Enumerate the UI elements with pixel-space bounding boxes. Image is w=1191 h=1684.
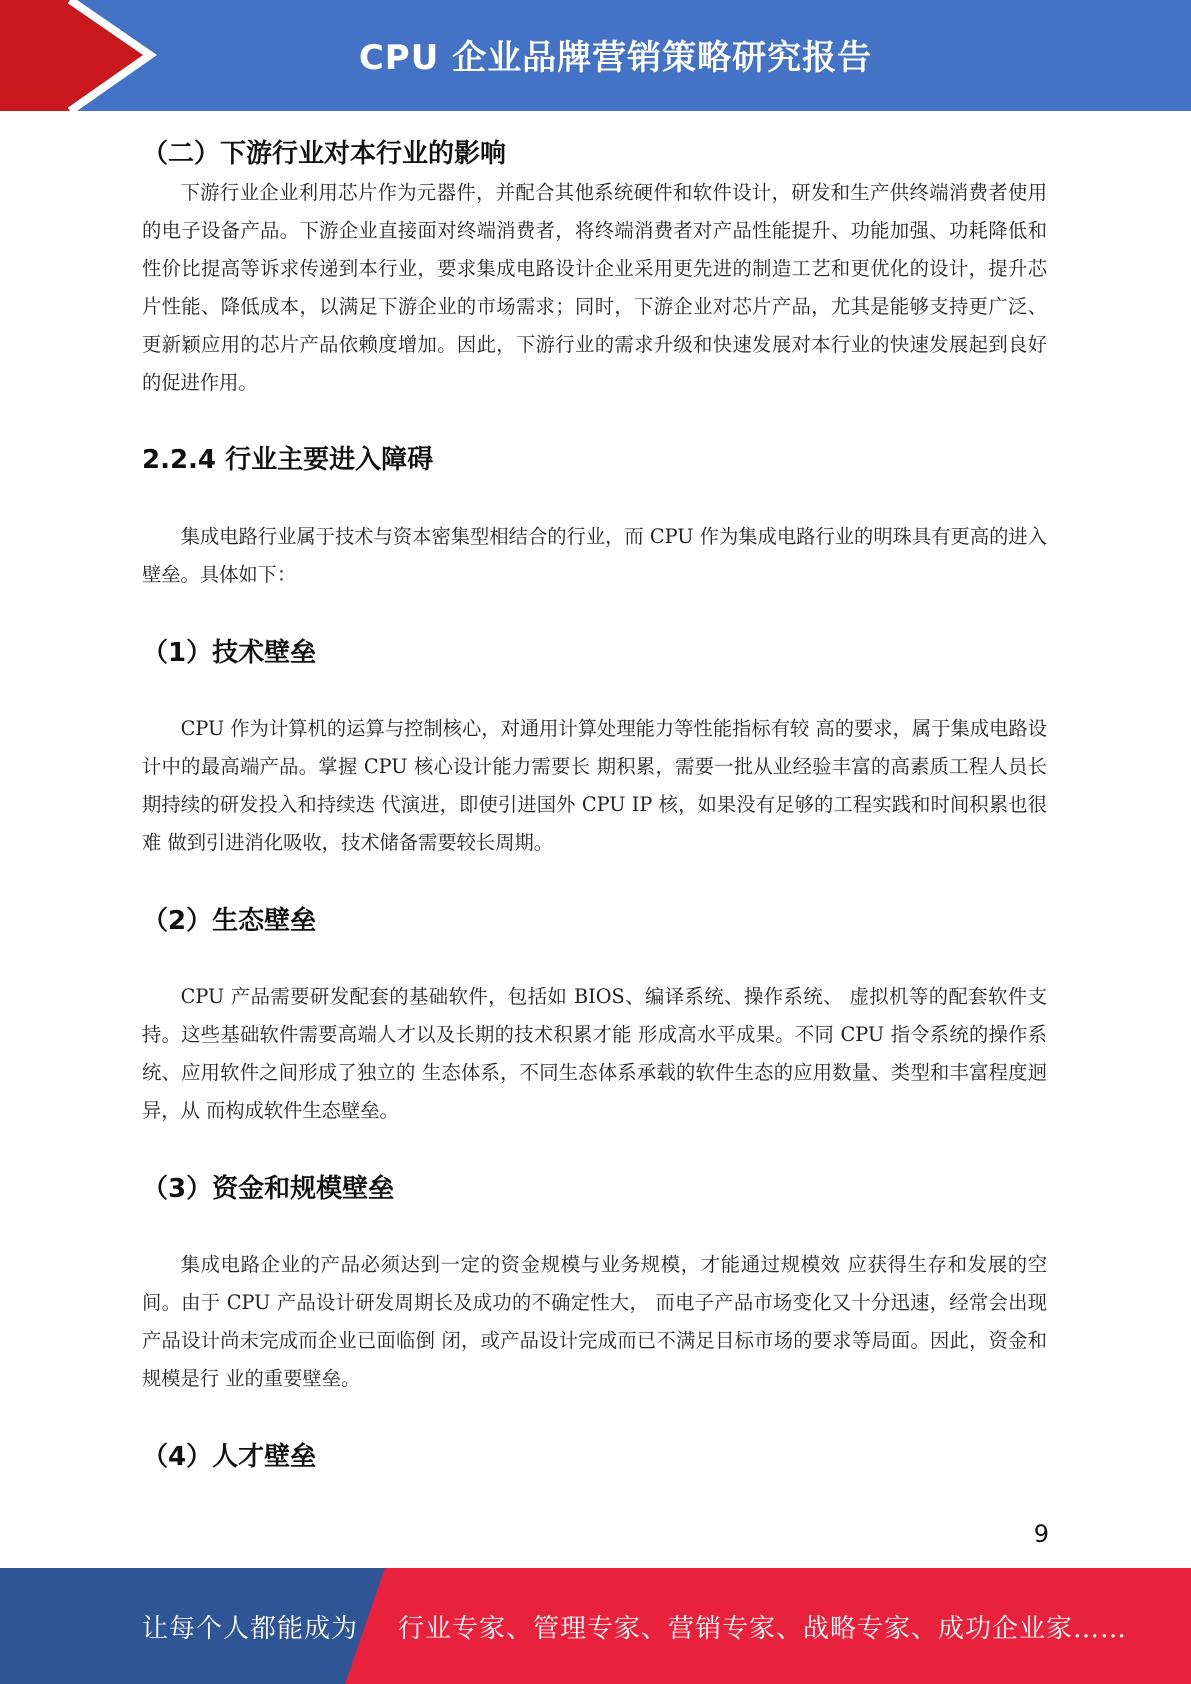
eco-barrier-paragraph: CPU 产品需要研发配套的基础软件，包括如 BIOS、编译系统、操作系统、 虚拟机等的配套软件支持。这些基础软件需要高端人才以及长期的技术积累才能 形成高水平成果。不同 CPU 指令系统的操作系统、应用软件之间形成了独立的 生态体系，不同生态体系承载的软件生态的应用数量、类型和丰富程度迥异，从 而构成软件生态壁垒。 [142,985,1047,1122]
report-title: CPU 企业品牌营销策略研究报告 [358,38,873,78]
talent-barrier-heading: （4）人才壁垒 [142,1442,317,1472]
tech-barrier-heading: （1）技术壁垒 [142,638,317,668]
downstream-heading: （二）下游行业对本行业的影响 [142,139,507,169]
footer-slogan-right: 行业专家、管理专家、营销专家、战略专家、成功企业家…… [398,1614,1128,1644]
tech-barrier-paragraph: CPU 作为计算机的运算与控制核心，对通用计算处理能力等性能指标有较 高的要求，属于集成电路设计中的最高端产品。掌握 CPU 核心设计能力需要长 期积累，需要一批从业经验丰富的高素质工程人员长期持续的研发投入和持续迭 代演进，即使引进国外 CPU IP 核，如果没有足够的工程实践和时间积累也很难 做到引进消化吸收，技术储备需要较长周期。 [142,717,1047,854]
footer-slogan-left: 让每个人都能成为 [142,1614,359,1644]
barrier-section-heading: 2.2.4 行业主要进入障碍 [142,445,434,475]
page-header [0,0,1191,111]
capital-barrier-heading: （3）资金和规模壁垒 [142,1174,395,1204]
eco-barrier-heading: （2）生态壁垒 [142,906,317,936]
page-number: 9 [1033,1520,1049,1548]
capital-barrier-paragraph: 集成电路企业的产品必须达到一定的资金规模与业务规模，才能通过规模效 应获得生存和发展的空间。由于 CPU 产品设计研发周期长及成功的不确定性大， 而电子产品市场变化又十分迅速，经常会出现产品设计尚未完成而企业已面临倒 闭，或产品设计完成而已不满足目标市场的要求等局面。因此，资金和规模是行 业的重要壁垒。 [142,1253,1047,1390]
downstream-paragraph: 下游行业企业利用芯片作为元器件，并配合其他系统硬件和软件设计，研发和生产供终端消费者使用的电子设备产品。下游企业直接面对终端消费者，将终端消费者对产品性能提升、功能加强、功耗降低和性价比提高等诉求传递到本行业，要求集成电路设计企业采用更先进的制造工艺和更优化的设计，提升芯片性能、降低成本，以满足下游企业的市场需求；同时，下游企业对芯片产品，尤其是能够支持更广泛、更新颖应用的芯片产品依赖度增加。因此，下游行业的需求升级和快速发展对本行业的快速发展起到良好的促进作用。 [142,181,1047,394]
page-footer [0,1568,1191,1684]
barrier-intro-paragraph: 集成电路行业属于技术与资本密集型相结合的行业，而 CPU 作为集成电路行业的明珠具有更高的进入壁垒。具体如下： [142,525,1047,586]
